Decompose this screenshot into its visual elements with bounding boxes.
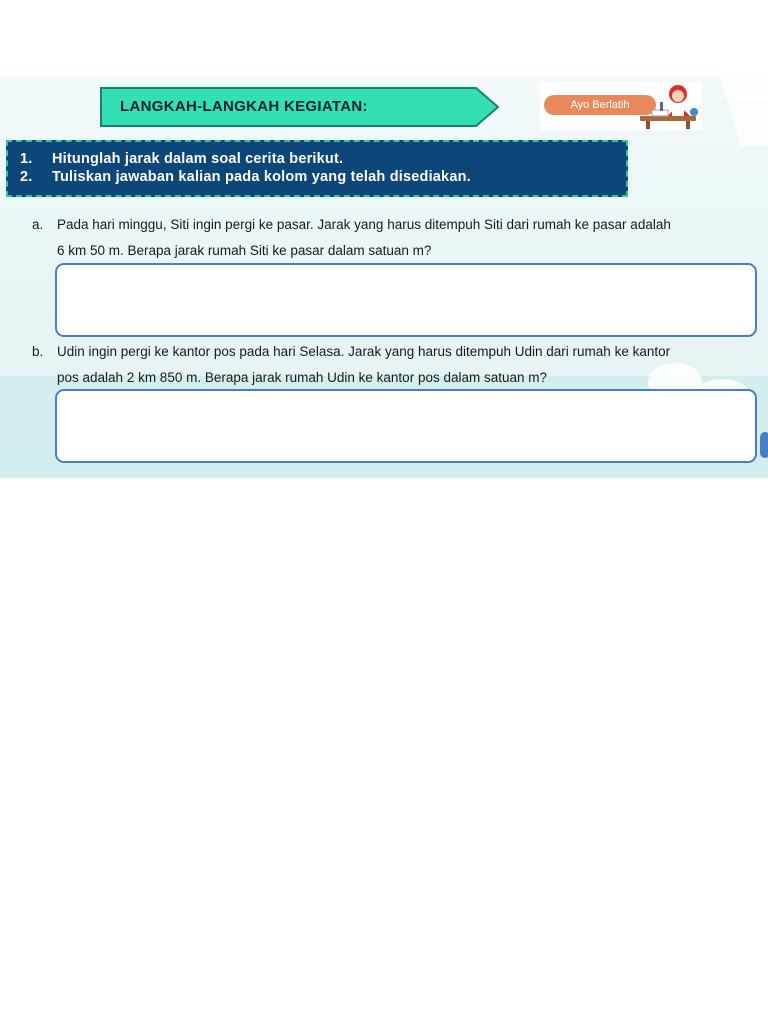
instructions-box [6, 140, 628, 197]
edge-decoration [760, 432, 768, 458]
girl-studying-at-desk-icon [638, 82, 702, 130]
badge-label: Ayo Berlatih [544, 95, 656, 115]
instruction-number: 1. [20, 151, 33, 167]
question-b [32, 339, 762, 391]
instruction-text: Hitunglah jarak dalam soal cerita berikut. [52, 151, 344, 167]
answer-box-b[interactable] [55, 389, 757, 463]
activity-steps-heading [100, 87, 500, 127]
worksheet [0, 76, 768, 478]
instruction-item [20, 168, 614, 186]
answer-box-a[interactable] [55, 263, 757, 337]
heading-title: LANGKAH-LANGKAH KEGIATAN: [120, 98, 368, 115]
question-letter: b. [32, 344, 44, 359]
instruction-text: Tuliskan jawaban kalian pada kolom yang telah disediakan. [52, 169, 471, 185]
question-a [32, 212, 762, 264]
instruction-item [20, 150, 614, 168]
instruction-number: 2. [20, 169, 33, 185]
question-letter: a. [32, 217, 44, 232]
question-line: Udin ingin pergi ke kantor pos pada hari Selasa. Jarak yang harus ditempuh Udin dari rumah ke kantor [57, 344, 671, 359]
question-line: 6 km 50 m. Berapa jarak rumah Siti ke pasar dalam satuan m? [57, 243, 432, 258]
question-line: pos adalah 2 km 850 m. Berapa jarak rumah Udin ke kantor pos dalam satuan m? [57, 370, 548, 385]
background-decoration [700, 76, 768, 146]
question-line: Pada hari minggu, Siti ingin pergi ke pasar. Jarak yang harus ditempuh Siti dari rumah ke pasar adalah [57, 217, 671, 232]
practice-badge [540, 82, 702, 130]
